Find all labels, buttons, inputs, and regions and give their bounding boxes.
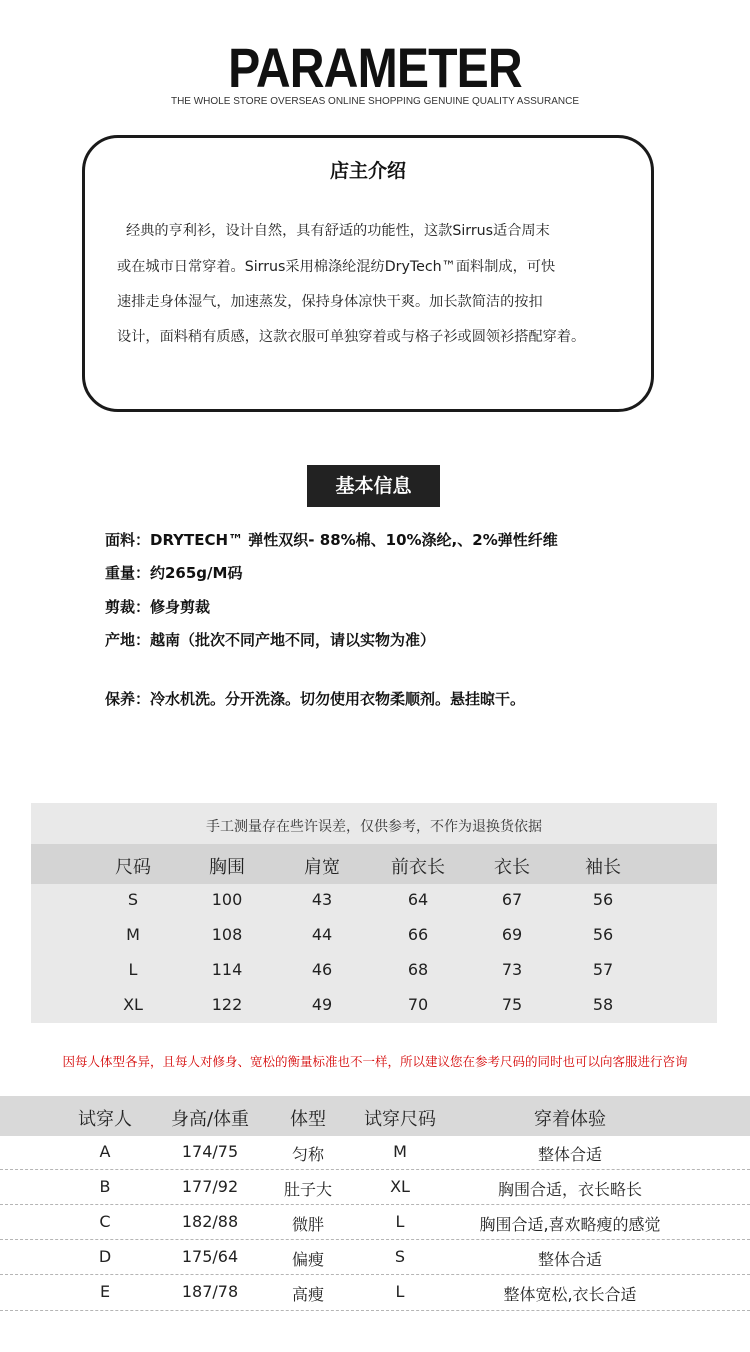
- fabric-info: 面料：DRYTECH™ 弹性双织- 88%棉、10%涤纶,、2%弹性纤维: [105, 531, 558, 549]
- size-cell: M: [126, 925, 140, 944]
- fit-cell: C: [99, 1212, 111, 1231]
- intro-line-1: 经典的亨利衫，设计自然，具有舒适的功能性，这款Sirrus适合周末: [126, 223, 550, 239]
- size-table-note: 手工测量存在些许误差，仅供参考，不作为退换货依据: [206, 819, 542, 835]
- size-cell: 49: [311, 995, 333, 1014]
- size-cell: 100: [211, 890, 243, 909]
- size-cell: 73: [501, 960, 523, 979]
- intro-line-3: 速排走身体湿气，加速蒸发，保持身体凉快干爽。加长款简洁的按扣: [117, 294, 543, 310]
- intro-line-4: 设计，面料稍有质感，这款衣服可单独穿着或与格子衫或圆领衫搭配穿着。: [117, 329, 586, 345]
- intro-heading: 店主介绍: [329, 160, 406, 182]
- size-cell: S: [127, 890, 139, 909]
- fit-cell: XL: [390, 1177, 410, 1196]
- fit-header-cell: 试穿人: [78, 1109, 132, 1130]
- fit-cell: 182/88: [181, 1212, 239, 1231]
- size-cell: 66: [407, 925, 429, 944]
- fit-cell: L: [395, 1212, 405, 1231]
- size-cell: 67: [501, 890, 523, 909]
- size-cell: 44: [311, 925, 333, 944]
- fit-cell: E: [99, 1282, 111, 1301]
- fit-cell: 整体合适: [537, 1145, 602, 1164]
- size-advice-warning: 因每人体型各异，且每人对修身、宽松的衡量标准也不一样，所以建议您在参考尺码的同时也可以向客服进行咨询: [62, 1054, 688, 1069]
- fit-cell: 胸围合适,喜欢略瘦的感觉: [479, 1215, 661, 1234]
- origin-info: 产地：越南（批次不同产地不同，请以实物为准）: [105, 631, 436, 649]
- intro-line-2: 或在城市日常穿着。Sirrus采用棉涤纶混纺DryTech™面料制成，可快: [117, 259, 556, 275]
- fit-cell: 匀称: [291, 1145, 324, 1164]
- fit-cell: 高瘦: [291, 1285, 324, 1304]
- fit-cell: L: [395, 1282, 405, 1301]
- page-title: PARAMETER: [228, 36, 522, 99]
- basic-info-label: 基本信息: [307, 465, 440, 507]
- size-cell: L: [128, 960, 138, 979]
- fit-cell: 187/78: [181, 1282, 239, 1301]
- size-header-cell: 衣长: [494, 857, 530, 878]
- fit-cell: D: [98, 1247, 112, 1266]
- fit-header-cell: 试穿尺码: [364, 1109, 436, 1130]
- fit-header-cell: 穿着体验: [534, 1109, 606, 1130]
- size-header-cell: 前衣长: [391, 857, 445, 878]
- size-header-cell: 肩宽: [304, 857, 340, 878]
- fit-cell: A: [99, 1142, 111, 1161]
- size-cell: 69: [501, 925, 523, 944]
- size-table: [31, 803, 717, 1023]
- size-cell: 56: [592, 890, 614, 909]
- page-subtitle: THE WHOLE STORE OVERSEAS ONLINE SHOPPING GENUINE QUALITY ASSURANCE: [170, 96, 580, 107]
- fit-cell: 整体宽松,衣长合适: [503, 1285, 637, 1304]
- row-divider: [0, 1274, 750, 1275]
- fit-cell: 177/92: [181, 1177, 239, 1196]
- fit-cell: 微胖: [291, 1215, 324, 1234]
- size-cell: 43: [311, 890, 333, 909]
- row-divider: [0, 1169, 750, 1170]
- cut-info: 剪裁：修身剪裁: [105, 598, 211, 616]
- fit-cell: 174/75: [181, 1142, 239, 1161]
- size-cell: 64: [407, 890, 429, 909]
- row-divider: [0, 1310, 750, 1311]
- fit-cell: 175/64: [181, 1247, 239, 1266]
- fit-header-cell: 体型: [290, 1109, 326, 1130]
- size-header-cell: 胸围: [209, 857, 245, 878]
- size-cell: 57: [592, 960, 614, 979]
- care-info: 保养：冷水机洗。分开洗涤。切勿使用衣物柔顺剂。悬挂晾干。: [105, 690, 526, 708]
- fit-cell: 胸围合适，衣长略长: [497, 1180, 642, 1199]
- size-cell: 114: [211, 960, 243, 979]
- size-cell: 68: [407, 960, 429, 979]
- fit-cell: S: [394, 1247, 406, 1266]
- fit-cell: M: [393, 1142, 407, 1161]
- weight-info: 重量：约265g/M码: [105, 564, 243, 582]
- row-divider: [0, 1204, 750, 1205]
- size-cell: 70: [407, 995, 429, 1014]
- size-header-cell: 尺码: [115, 857, 151, 878]
- row-divider: [0, 1239, 750, 1240]
- fit-cell: 偏瘦: [291, 1250, 324, 1269]
- fit-cell: 肚子大: [283, 1180, 332, 1199]
- size-cell: 122: [211, 995, 243, 1014]
- size-cell: 46: [311, 960, 333, 979]
- fit-cell: 整体合适: [537, 1250, 602, 1269]
- size-header-cell: 袖长: [585, 857, 621, 878]
- fit-header-cell: 身高/体重: [170, 1109, 250, 1130]
- size-cell: 58: [592, 995, 614, 1014]
- size-cell: 56: [592, 925, 614, 944]
- size-cell: XL: [123, 995, 143, 1014]
- fit-cell: B: [99, 1177, 111, 1196]
- size-cell: 75: [501, 995, 523, 1014]
- size-cell: 108: [211, 925, 243, 944]
